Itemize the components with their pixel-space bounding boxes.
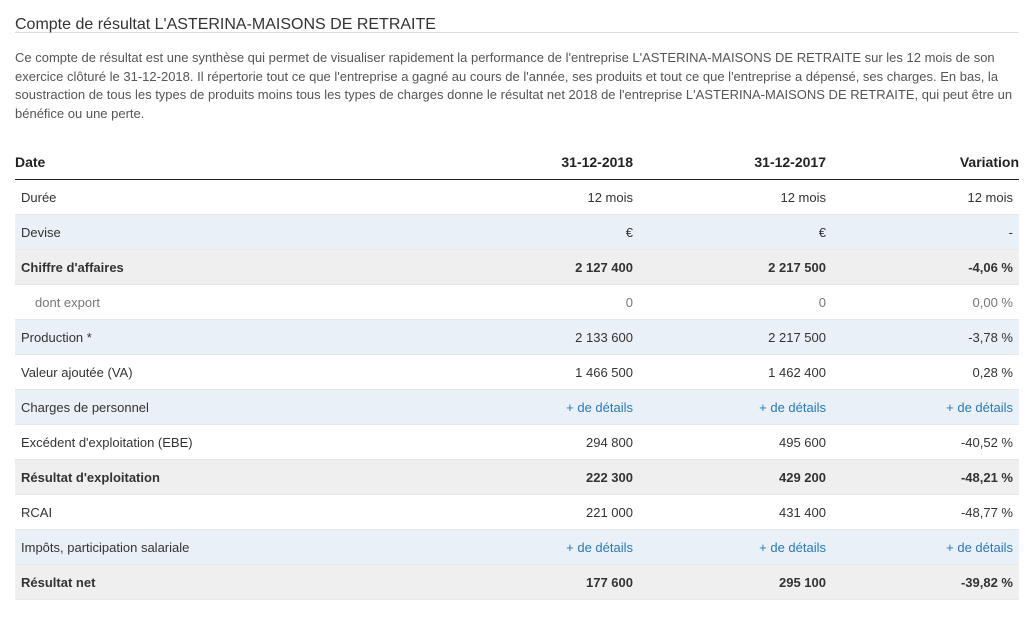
value-2017-cell: 0 [633, 285, 826, 320]
value-2018-cell [440, 390, 633, 425]
details-link[interactable]: + de détails [566, 399, 633, 415]
value-2017-cell: 431 400 [633, 495, 826, 530]
value-variation-cell: 12 mois [826, 180, 1019, 215]
table-row [15, 355, 1019, 390]
value-2017-cell: 2 217 500 [633, 250, 826, 285]
row-label: Résultat net [15, 565, 440, 600]
page-title: Compte de résultat L'ASTERINA-MAISONS DE RETRAITE [15, 0, 1019, 33]
details-link[interactable]: + de détails [946, 399, 1013, 415]
table-row [15, 390, 1019, 425]
row-label: Excédent d'exploitation (EBE) [15, 425, 440, 460]
value-2018-cell: € [440, 215, 633, 250]
value-2018-cell: 294 800 [440, 425, 633, 460]
value-2018-cell: 12 mois [440, 180, 633, 215]
value-2017-cell: 12 mois [633, 180, 826, 215]
details-link[interactable]: + de détails [759, 399, 826, 415]
row-label: Impôts, participation salariale [15, 530, 440, 565]
value-variation-cell [826, 390, 1019, 425]
value-variation-cell: -48,21 % [826, 460, 1019, 495]
row-label: Charges de personnel [15, 390, 440, 425]
value-variation-cell: 0,00 % [826, 285, 1019, 320]
header-date: Date [15, 145, 440, 180]
header-2018: 31-12-2018 [440, 145, 633, 180]
table-row [15, 215, 1019, 250]
value-2017-cell: 495 600 [633, 425, 826, 460]
income-statement-table [15, 145, 1019, 600]
table-row [15, 460, 1019, 495]
table-row [15, 320, 1019, 355]
table-row [15, 530, 1019, 565]
value-2018-cell: 222 300 [440, 460, 633, 495]
details-link[interactable]: + de détails [946, 539, 1013, 555]
row-label: Chiffre d'affaires [15, 250, 440, 285]
table-row [15, 250, 1019, 285]
value-2018-cell: 1 466 500 [440, 355, 633, 390]
row-label: Devise [15, 215, 440, 250]
value-2018-cell: 0 [440, 285, 633, 320]
row-label: Valeur ajoutée (VA) [15, 355, 440, 390]
value-2017-cell: 2 217 500 [633, 320, 826, 355]
value-2017-cell: 1 462 400 [633, 355, 826, 390]
value-2018-cell [440, 530, 633, 565]
value-2017-cell [633, 390, 826, 425]
value-2017-cell: 295 100 [633, 565, 826, 600]
intro-paragraph: Ce compte de résultat est une synthèse qui permet de visualiser rapidement la performance de l'entreprise L'ASTERINA-MAISONS DE RETRAITE sur les 12 mois de son exercice clôturé le 31-12-2018. Il répertorie tout ce que l'entreprise a gagné au cours de l'année, ses produits et tout ce que l'entreprise a dépensé, ses charges. En bas, la soustraction de tous les types de produits moins tous les types de charges donne le résultat net 2018 de l'entreprise L'ASTERINA-MAISONS DE RETRAITE, qui peut être un bénéfice ou une perte. [15, 50, 1013, 121]
value-variation-cell: -39,82 % [826, 565, 1019, 600]
header-2017: 31-12-2017 [633, 145, 826, 180]
details-link[interactable]: + de détails [566, 539, 633, 555]
value-variation-cell: -40,52 % [826, 425, 1019, 460]
value-variation-cell: - [826, 215, 1019, 250]
row-label: RCAI [15, 495, 440, 530]
value-variation-cell [826, 530, 1019, 565]
value-2017-cell [633, 530, 826, 565]
value-2018-cell: 221 000 [440, 495, 633, 530]
table-row [15, 565, 1019, 600]
value-2017-cell: € [633, 215, 826, 250]
header-variation: Variation [826, 145, 1019, 180]
row-label: dont export [15, 285, 440, 320]
row-label: Production * [15, 320, 440, 355]
table-row [15, 285, 1019, 320]
value-2018-cell: 177 600 [440, 565, 633, 600]
row-label: Résultat d'exploitation [15, 460, 440, 495]
table-row [15, 425, 1019, 460]
value-2018-cell: 2 133 600 [440, 320, 633, 355]
value-variation-cell: -4,06 % [826, 250, 1019, 285]
value-variation-cell: -3,78 % [826, 320, 1019, 355]
income-statement-panel [15, 0, 1019, 600]
value-2017-cell: 429 200 [633, 460, 826, 495]
value-variation-cell: 0,28 % [826, 355, 1019, 390]
table-row [15, 180, 1019, 215]
value-variation-cell: -48,77 % [826, 495, 1019, 530]
row-label: Durée [15, 180, 440, 215]
details-link[interactable]: + de détails [759, 539, 826, 555]
table-header-row [15, 145, 1019, 180]
value-2018-cell: 2 127 400 [440, 250, 633, 285]
table-row [15, 495, 1019, 530]
